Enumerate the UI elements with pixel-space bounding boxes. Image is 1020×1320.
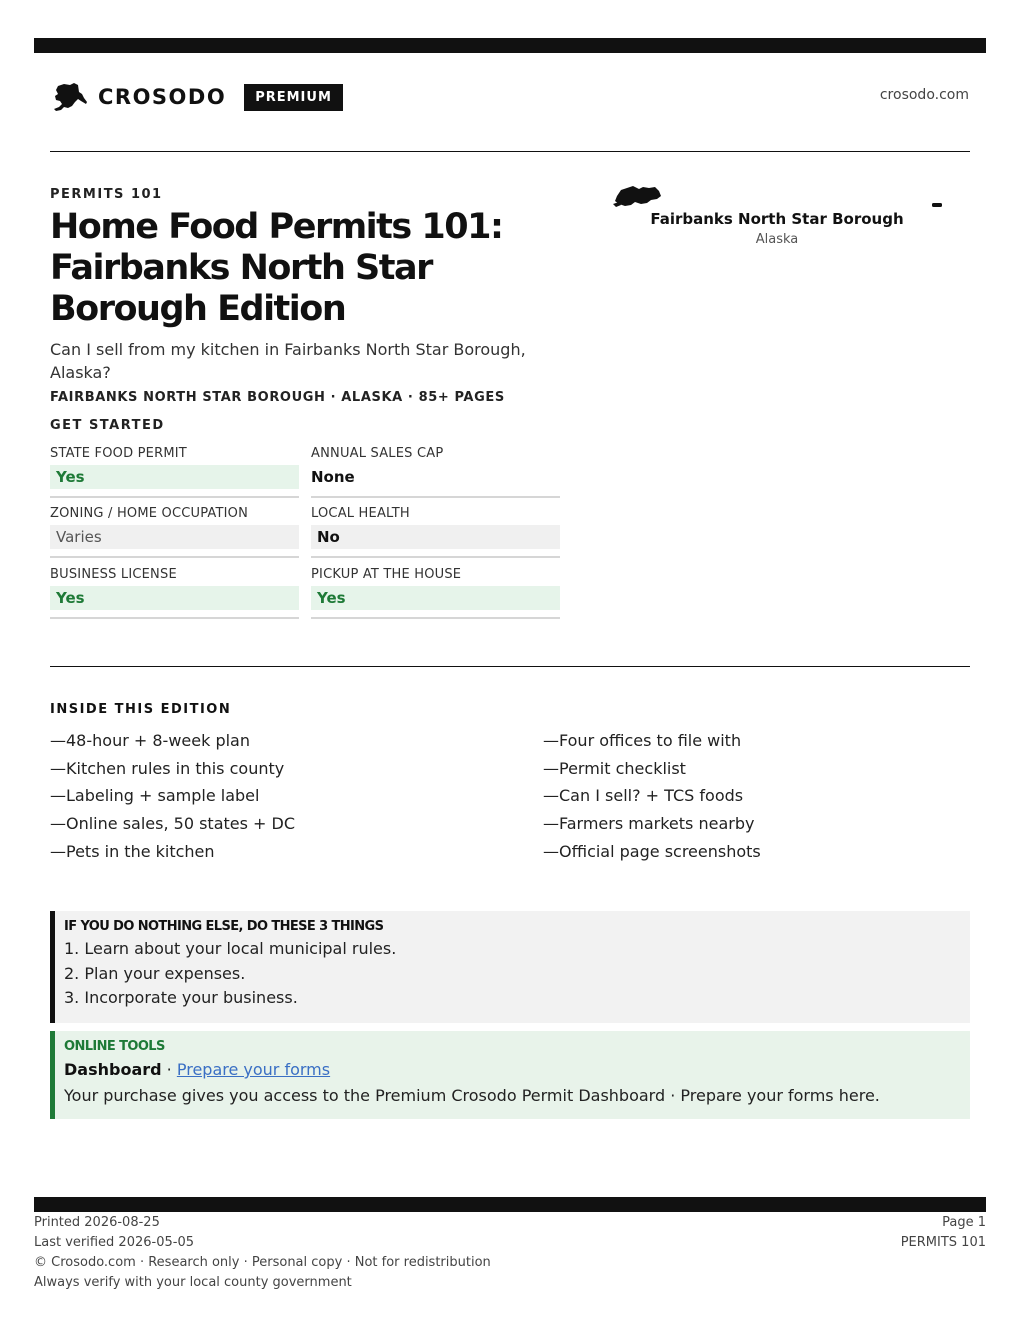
region-state: Alaska bbox=[755, 232, 799, 247]
list-item: —Can I sell? + TCS foods bbox=[543, 786, 744, 806]
list-item: —Farmers markets nearby bbox=[543, 814, 755, 834]
edition-meta: FAIRBANKS NORTH STAR BOROUGH · ALASKA · 85+ PAGES bbox=[50, 390, 505, 405]
todo-item: 3. Incorporate your business. bbox=[64, 988, 298, 1007]
list-item: —Online sales, 50 states + DC bbox=[50, 814, 296, 834]
section-divider bbox=[50, 666, 970, 667]
online-tools-heading: ONLINE TOOLS bbox=[64, 1039, 165, 1054]
todo-item: 1. Learn about your local municipal rules. bbox=[64, 939, 397, 958]
page-title: Home Food Permits 101: Fairbanks North Star Borough Edition bbox=[50, 207, 503, 329]
footer-right bbox=[901, 1213, 986, 1253]
page-subtitle: Can I sell from my kitchen in Fairbanks North Star Borough, Alaska? bbox=[50, 340, 526, 382]
footer-left bbox=[34, 1213, 491, 1293]
status-label: BUSINESS LICENSE bbox=[50, 567, 177, 582]
alaska-map-icon bbox=[52, 82, 88, 112]
map-fragment-icon bbox=[932, 203, 942, 207]
copyright-notice: © Crosodo.com · Research only · Personal copy · Not for redistribution bbox=[34, 1255, 491, 1270]
status-value: Yes bbox=[311, 586, 560, 610]
list-item: —48-hour + 8-week plan bbox=[50, 731, 250, 750]
borough-map-icon bbox=[613, 184, 663, 208]
status-label: STATE FOOD PERMIT bbox=[50, 446, 187, 461]
status-value: Yes bbox=[50, 465, 299, 489]
status-cell-state-food-permit bbox=[50, 446, 299, 498]
status-cell-business-license bbox=[50, 567, 299, 619]
status-value: Yes bbox=[50, 586, 299, 610]
status-cell-annual-sales-cap bbox=[311, 446, 560, 498]
footer-bar bbox=[34, 1197, 986, 1212]
get-started-heading: GET STARTED bbox=[50, 418, 165, 433]
todo-callout bbox=[50, 911, 970, 1023]
separator: · bbox=[161, 1060, 177, 1079]
brand[interactable] bbox=[52, 80, 343, 114]
region-name: Fairbanks North Star Borough bbox=[650, 210, 904, 228]
list-item: —Labeling + sample label bbox=[50, 786, 260, 806]
page-number: Page 1 bbox=[942, 1215, 986, 1230]
status-label: PICKUP AT THE HOUSE bbox=[311, 567, 462, 582]
dashboard-label: Dashboard bbox=[64, 1060, 162, 1079]
verify-note: Always verify with your local county government bbox=[34, 1275, 352, 1290]
contents-list-right bbox=[543, 729, 761, 867]
status-value: Varies bbox=[50, 525, 299, 549]
todo-item: 2. Plan your expenses. bbox=[64, 963, 246, 983]
brand-name: CROSODO bbox=[98, 85, 227, 109]
list-item: —Four offices to file with bbox=[543, 731, 742, 750]
contents-list-left bbox=[50, 729, 295, 867]
status-label: ANNUAL SALES CAP bbox=[311, 446, 444, 461]
premium-badge: PREMIUM bbox=[244, 84, 343, 111]
section-kicker: PERMITS 101 bbox=[50, 187, 163, 202]
prepare-forms-link[interactable]: Prepare your forms bbox=[176, 1060, 331, 1079]
list-item: —Permit checklist bbox=[543, 758, 686, 778]
status-cell-local-health bbox=[311, 506, 560, 558]
footer-section: PERMITS 101 bbox=[900, 1235, 986, 1250]
list-item: —Pets in the kitchen bbox=[50, 841, 215, 861]
verified-date: Last verified 2026-05-05 bbox=[34, 1235, 194, 1250]
header-divider bbox=[50, 151, 970, 152]
top-bar bbox=[34, 38, 986, 53]
status-cell-zoning bbox=[50, 506, 299, 558]
todo-heading: IF YOU DO NOTHING ELSE, DO THESE 3 THINGS bbox=[64, 919, 384, 934]
inside-edition-heading: INSIDE THIS EDITION bbox=[50, 702, 232, 717]
list-item: —Official page screenshots bbox=[543, 841, 761, 861]
status-label: ZONING / HOME OCCUPATION bbox=[50, 506, 249, 521]
site-url[interactable]: crosodo.com bbox=[879, 87, 969, 103]
status-value: None bbox=[311, 468, 355, 486]
dashboard-description: Your purchase gives you access to the Premium Crosodo Permit Dashboard · Prepare your forms here. bbox=[64, 1086, 880, 1105]
status-value: No bbox=[311, 525, 560, 549]
status-cell-pickup-at-house bbox=[311, 567, 560, 619]
status-label: LOCAL HEALTH bbox=[311, 506, 410, 521]
printed-date: Printed 2026-08-25 bbox=[34, 1215, 160, 1230]
list-item: —Kitchen rules in this county bbox=[50, 758, 285, 778]
online-tools-callout bbox=[50, 1031, 970, 1119]
dashboard-line bbox=[64, 1057, 970, 1083]
